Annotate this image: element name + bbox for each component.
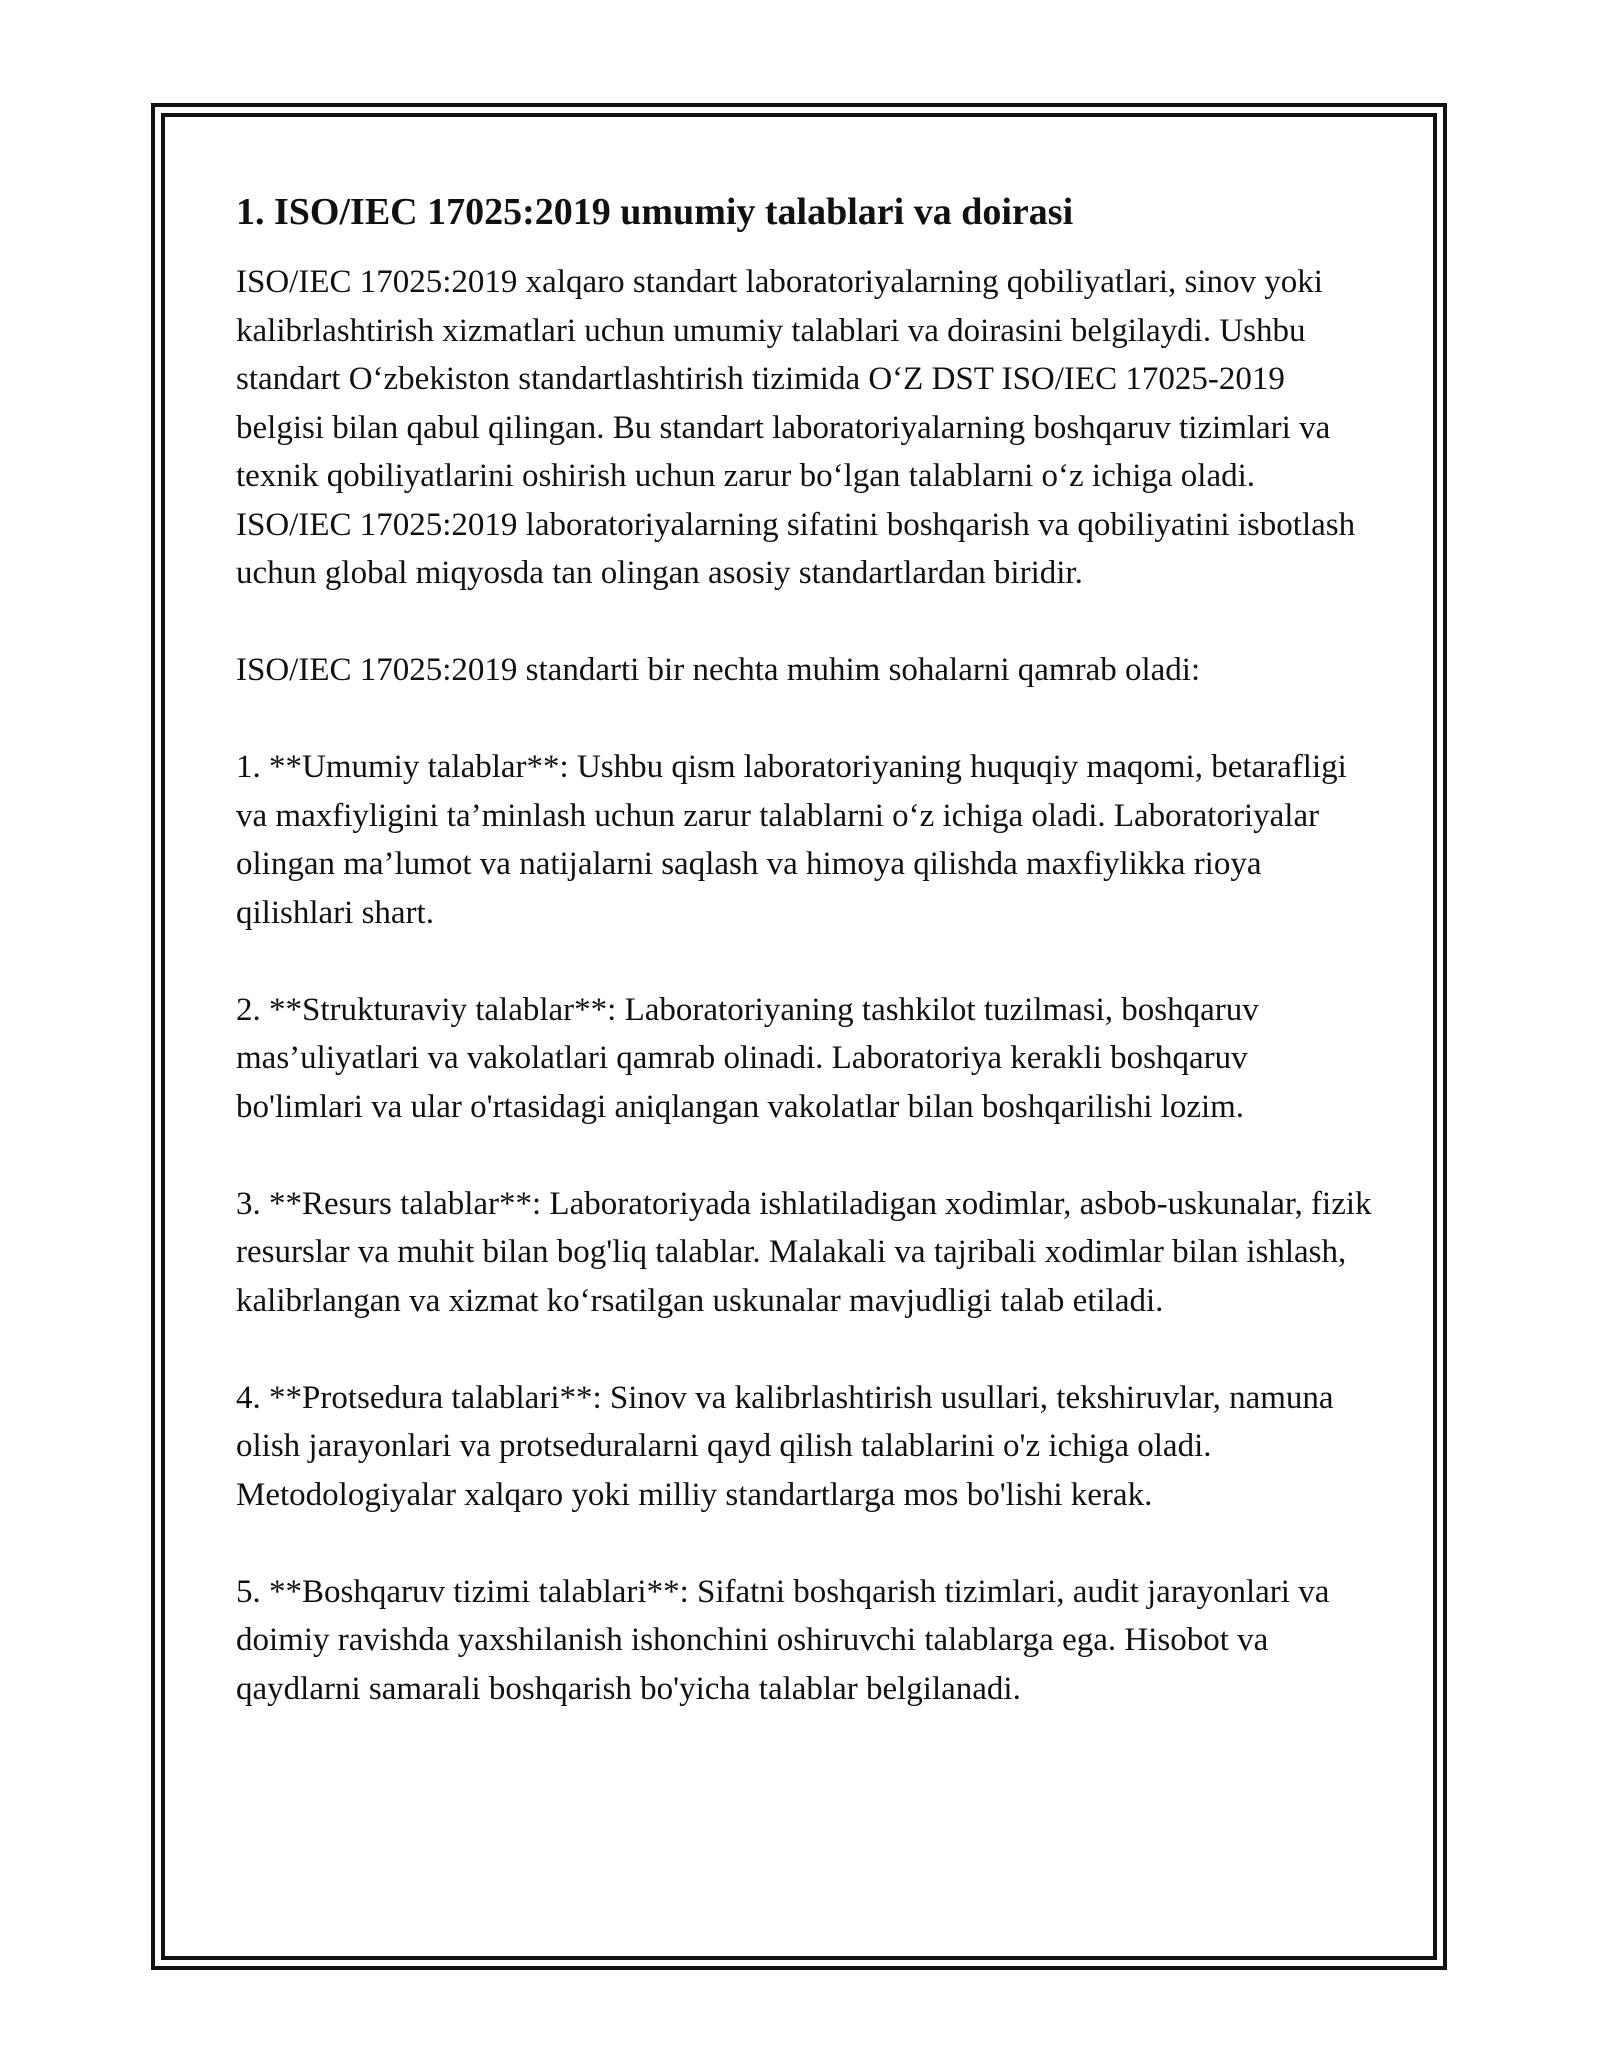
- scope-lead-paragraph: ISO/IEC 17025:2019 standarti bir nechta muhim sohalarni qamrab oladi:: [236, 652, 1201, 688]
- procedure-requirements-paragraph: 4. **Protsedura talablari**: Sinov va kalibrlashtirish usullari, tekshiruvlar, namuna olish jarayonlari va protseduralarni qayd qilish talablarini o'z ichiga oladi. Metodologiyalar xalqaro yoki milliy standartlarga mos bo'lishi kerak.: [236, 1379, 1334, 1513]
- document-body: [236, 188, 1376, 1762]
- management-system-requirements-paragraph: 5. **Boshqaruv tizimi talablari**: Sifatni boshqarish tizimlari, audit jarayonlari va doimiy ravishda yaxshilanish ishonchini oshiruvchi talablarga ega. Hisobot va qaydlarni samarali boshqarish bo'yicha talablar belgilanadi.: [236, 1573, 1330, 1707]
- intro-paragraph: ISO/IEC 17025:2019 xalqaro standart laboratoriyalarning qobiliyatlari, sinov yoki kalibrlashtirish xizmatlari uchun umumiy talablari va doirasini belgilaydi. Ushbu standart O‘zbekiston standartlashtirish tizimida O‘Z DST ISO/IEC 17025-2019 belgisi bilan qabul qilingan. Bu standart laboratoriyalarning boshqaruv tizimlari va texnik qobiliyatlarini oshirish uchun zarur bo‘lgan talablarni o‘z ichiga oladi. ISO/IEC 17025:2019 laboratoriyalarning sifatini boshqarish va qobiliyatini isbotlash uchun global miqyosda tan olingan asosiy standartlardan biridir.: [236, 264, 1356, 591]
- resource-requirements-paragraph: 3. **Resurs talablar**: Laboratoriyada ishlatiladigan xodimlar, asbob-uskunalar, fizik resurslar va muhit bilan bog'liq talablar. Malakali va tajribali xodimlar bilan ishlash, kalibrlangan va xizmat ko‘rsatilgan uskunalar mavjudligi talab etiladi.: [236, 1185, 1372, 1319]
- structural-requirements-paragraph: 2. **Strukturaviy talablar**: Laboratoriyaning tashkilot tuzilmasi, boshqaruv mas’uliyatlari va vakolatlari qamrab olinadi. Laboratoriya kerakli boshqaruv bo'limlari va ular o'rtasidagi aniqlangan vakolatlar bilan boshqarilishi lozim.: [236, 991, 1259, 1125]
- section-heading: 1. ISO/IEC 17025:2019 umumiy talablari va doirasi: [236, 191, 1074, 233]
- general-requirements-paragraph: 1. **Umumiy talablar**: Ushbu qism laboratoriyaning huquqiy maqomi, betarafligi va maxfiyligini ta’minlash uchun zarur talablarni o‘z ichiga oladi. Laboratoriyalar olingan ma’lumot va natijalarni saqlash va himoya qilishda maxfiylikka rioya qilishlari shart.: [236, 749, 1347, 931]
